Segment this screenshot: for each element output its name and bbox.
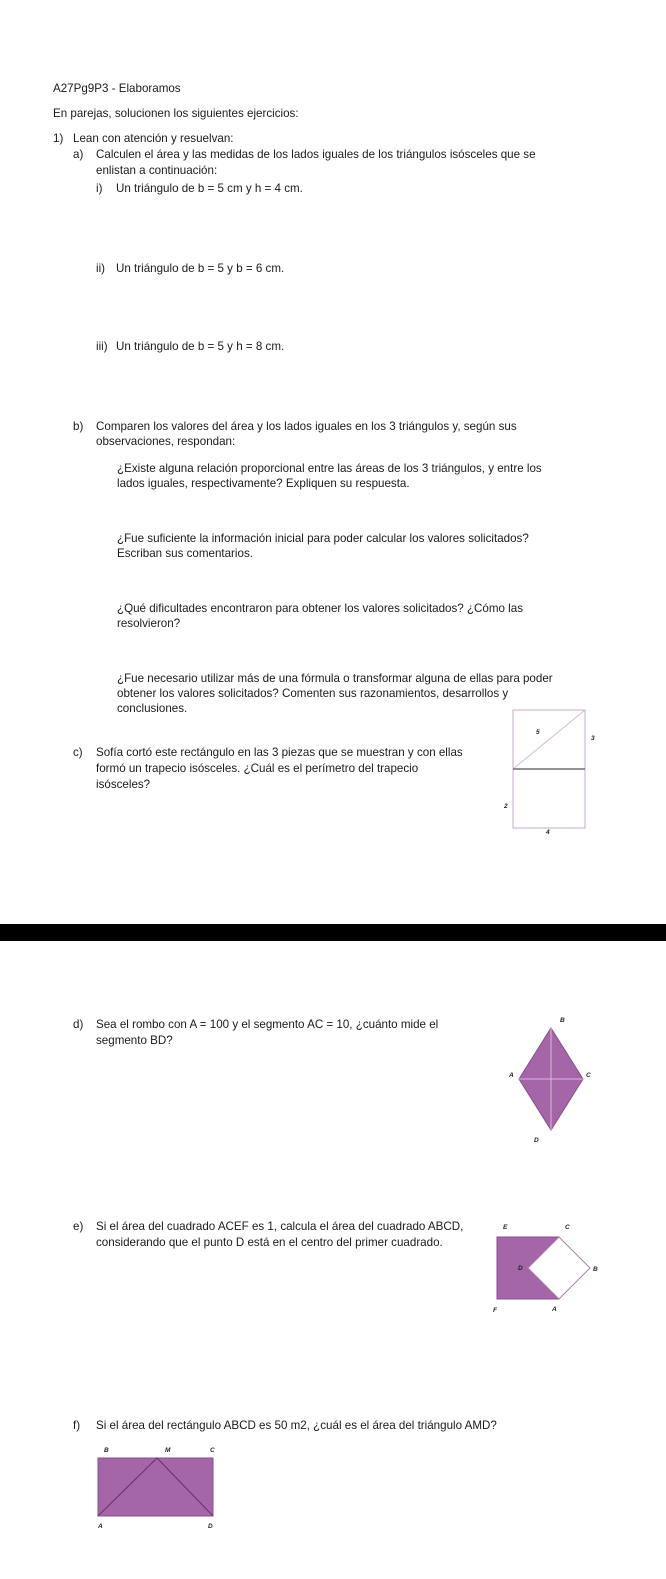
qa-item-iii-marker: iii)	[96, 340, 108, 353]
qc-marker: c)	[73, 746, 83, 759]
qb-question3-line2: resolvieron?	[117, 617, 181, 630]
vertex-a: A	[552, 1306, 557, 1313]
vertex-b: B	[593, 1266, 598, 1273]
qe-line1: Si el área del cuadrado ACEF es 1, calcula el área del cuadrado ABCD,	[96, 1220, 464, 1233]
qc-line3: isósceles?	[96, 778, 151, 791]
vertex-m: M	[165, 1447, 171, 1454]
label-left: 2	[504, 803, 508, 810]
vertex-d: D	[208, 1523, 213, 1530]
vertex-d: D	[518, 1265, 523, 1272]
qa-item-ii-marker: ii)	[96, 262, 106, 275]
vertex-a: A	[509, 1072, 514, 1079]
qa-line2: enlistan a continuación:	[96, 164, 218, 177]
qb-question3-line1: ¿Qué dificultades encontraron para obtener los valores solicitados? ¿Cómo las	[117, 602, 523, 615]
qb-marker: b)	[73, 420, 84, 433]
qa-item-ii: Un triángulo de b = 5 y b = 6 cm.	[116, 262, 285, 275]
q1-text: Lean con atención y resuelvan:	[73, 132, 234, 145]
rectangle-pieces-figure	[500, 700, 610, 840]
qb-question1-line1: ¿Existe alguna relación proporcional entre las áreas de los 3 triángulos, y entre los	[117, 462, 542, 475]
label-right: 3	[591, 735, 595, 742]
vertex-a: A	[98, 1523, 103, 1530]
qd-line2: segmento BD?	[96, 1034, 173, 1047]
qc-line1: Sofía cortó este rectángulo en las 3 piezas que se muestran y con ellas	[96, 746, 463, 759]
qe-line2: considerando que el punto D está en el centro del primer cuadrado.	[96, 1236, 443, 1249]
qc-line2: formó un trapecio isósceles. ¿Cuál es el perímetro del trapecio	[96, 762, 419, 775]
qa-item-i: Un triángulo de b = 5 cm y h = 4 cm.	[116, 182, 303, 195]
label-bottom: 4	[546, 829, 550, 836]
page-divider	[0, 924, 666, 941]
qb-question4-line3: conclusiones.	[117, 702, 188, 715]
qa-line1: Calculen el área y las medidas de los lados iguales de los triángulos isósceles que se	[96, 148, 536, 161]
qb-line2: observaciones, respondan:	[96, 435, 236, 448]
vertex-c: C	[565, 1224, 570, 1231]
qb-question1-line2: lados iguales, respectivamente? Expliquen su respuesta.	[117, 477, 410, 490]
vertex-f: F	[493, 1307, 497, 1314]
vertex-e: E	[503, 1224, 508, 1231]
vertex-b: B	[560, 1017, 565, 1024]
q1-marker: 1)	[53, 132, 64, 145]
document-header: A27Pg9P3 - Elaboramos	[53, 82, 181, 95]
qb-question2-line1: ¿Fue suficiente la información inicial para poder calcular los valores solicitados?	[117, 532, 529, 545]
intro-instruction: En parejas, solucionen los siguientes ejercicios:	[53, 107, 299, 120]
qf-marker: f)	[73, 1419, 81, 1432]
qe-marker: e)	[73, 1220, 84, 1233]
qb-question2-line2: Escriban sus comentarios.	[117, 547, 253, 560]
vertex-d: D	[534, 1137, 539, 1144]
qa-marker: a)	[73, 148, 84, 161]
qd-line1: Sea el rombo con A = 100 y el segmento AC = 10, ¿cuánto mide el	[96, 1018, 439, 1031]
rectangle-abcd	[98, 1458, 213, 1516]
qb-line1: Comparen los valores del área y los lados iguales en los 3 triángulos y, según sus	[96, 420, 517, 433]
qa-item-i-marker: i)	[96, 182, 103, 195]
qb-question4-line1: ¿Fue necesario utilizar más de una fórmula o transformar alguna de ellas para poder	[117, 672, 553, 685]
rectangle-amd-figure	[90, 1442, 230, 1530]
vertex-c: C	[586, 1072, 591, 1079]
qa-item-iii: Un triángulo de b = 5 y h = 8 cm.	[116, 340, 285, 353]
squares-figure	[485, 1212, 605, 1327]
qb-question4-line2: obtener los valores solicitados? Comenten sus razonamientos, desarrollos y	[117, 687, 509, 700]
qf-text: Si el área del rectángulo ABCD es 50 m2, ¿cuál es el área del triángulo AMD?	[96, 1419, 497, 1432]
vertex-c: C	[210, 1447, 215, 1454]
vertex-b: B	[104, 1447, 109, 1454]
rhombus-figure	[505, 1008, 605, 1158]
label-top: 5	[536, 729, 540, 736]
qd-marker: d)	[73, 1018, 84, 1031]
